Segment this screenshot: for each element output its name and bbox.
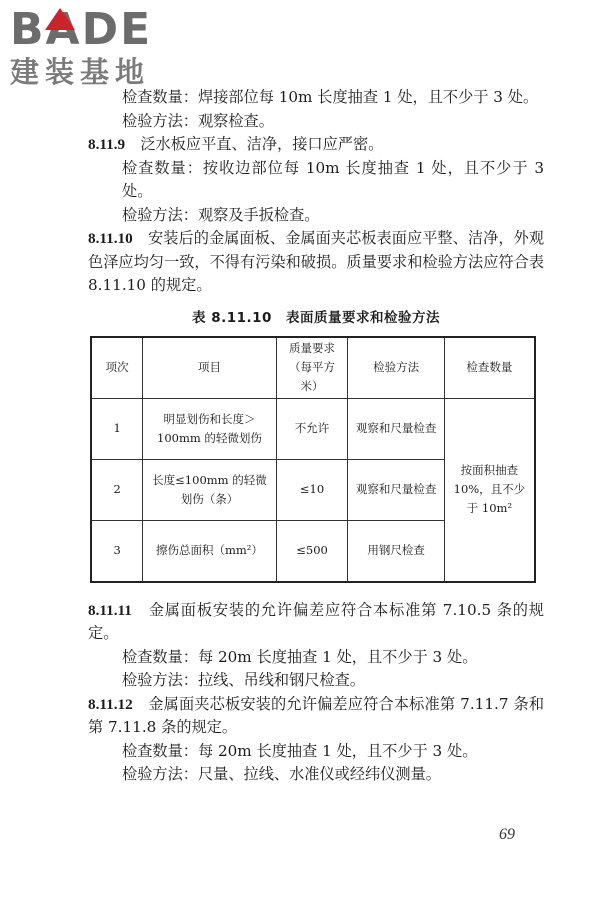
cell-method: 观察和尺量检查 <box>348 459 444 520</box>
clause-text: 金属面夹芯板安装的允许偏差应符合本标准第 7.11.7 条和第 7.11.8 条的规定。 <box>88 694 545 736</box>
header-no: 项次 <box>91 337 143 399</box>
bade-logo <box>4 4 179 90</box>
clause-number: 8.11.11 <box>88 601 132 619</box>
clause-number: 8.11.10 <box>88 230 133 247</box>
clause-8-11-9 <box>88 133 544 157</box>
cell-no: 3 <box>91 520 143 582</box>
table-row <box>91 398 535 459</box>
text-line: 检验方法：尺量、拉线、水准仪或经纬仪测量。 <box>122 765 441 783</box>
table-caption: 表 8.11.10 表面质量要求和检验方法 <box>192 309 440 326</box>
text-line: 检验方法：拉线、吊线和钢尺检查。 <box>122 671 365 689</box>
cell-item: 明显划伤和长度＞100mm 的轻微划伤 <box>143 398 276 459</box>
cell-method: 用钢尺检查 <box>348 520 444 582</box>
page-number: 69 <box>499 826 515 843</box>
text-line: 检查数量：按收边部位每 10m 长度抽查 1 处，且不少于 3 处。 <box>122 158 544 200</box>
header-method: 检验方法 <box>348 337 444 399</box>
clause-number: 8.11.12 <box>88 695 133 713</box>
header-requirement: 质量要求（每平方米） <box>276 337 348 399</box>
cell-method: 观察和尺量检查 <box>348 398 444 459</box>
document-body <box>88 86 544 787</box>
quality-table <box>90 336 536 583</box>
logo-brand: BADE <box>10 4 153 55</box>
clause-number: 8.11.9 <box>88 136 126 153</box>
clause-text: 金属面板安装的允许偏差应符合本标准第 7.10.5 条的规定。 <box>88 600 544 642</box>
clause-8-11-10 <box>88 227 544 298</box>
logo-subtitle: 建装基地 <box>10 55 151 89</box>
clause-text: 安装后的金属面板、金属面夹芯板表面应平整、洁净，外观色泽应均匀一致，不得有污染和破损。质量要求和检验方法应符合表 8.11.10 的规定。 <box>88 229 545 294</box>
text-line: 检查数量：每 20m 长度抽查 1 处，且不少于 3 处。 <box>122 647 478 666</box>
cell-no: 2 <box>91 459 143 520</box>
cell-no: 1 <box>91 398 143 459</box>
logo-accent-triangle <box>45 8 75 30</box>
cell-requirement: 不允许 <box>276 398 348 459</box>
cell-requirement: ≤500 <box>276 520 348 582</box>
clause-8-11-11 <box>88 599 544 646</box>
clause-8-11-12 <box>88 693 544 740</box>
cell-requirement: ≤10 <box>276 459 348 520</box>
header-item: 项目 <box>143 337 276 399</box>
header-quantity: 检查数量 <box>444 337 535 399</box>
table-header-row <box>91 337 535 399</box>
text-line: 检查数量：焊接部位每 10m 长度抽查 1 处，且不少于 3 处。 <box>122 88 539 106</box>
cell-item: 擦伤总面积（mm²） <box>143 520 276 582</box>
clause-text: 泛水板应平直、洁净，接口应严密。 <box>140 135 384 153</box>
text-line: 检验方法：观察检查。 <box>122 111 274 130</box>
text-line: 检查数量：每 20m 长度抽查 1 处，且不少于 3 处。 <box>122 741 478 760</box>
text-line: 检验方法：观察及手扳检查。 <box>122 205 320 224</box>
cell-item: 长度≤100mm 的轻微划伤（条） <box>143 459 276 520</box>
cell-quantity-merged: 按面积抽查 10%，且不少于 10m² <box>444 398 535 582</box>
